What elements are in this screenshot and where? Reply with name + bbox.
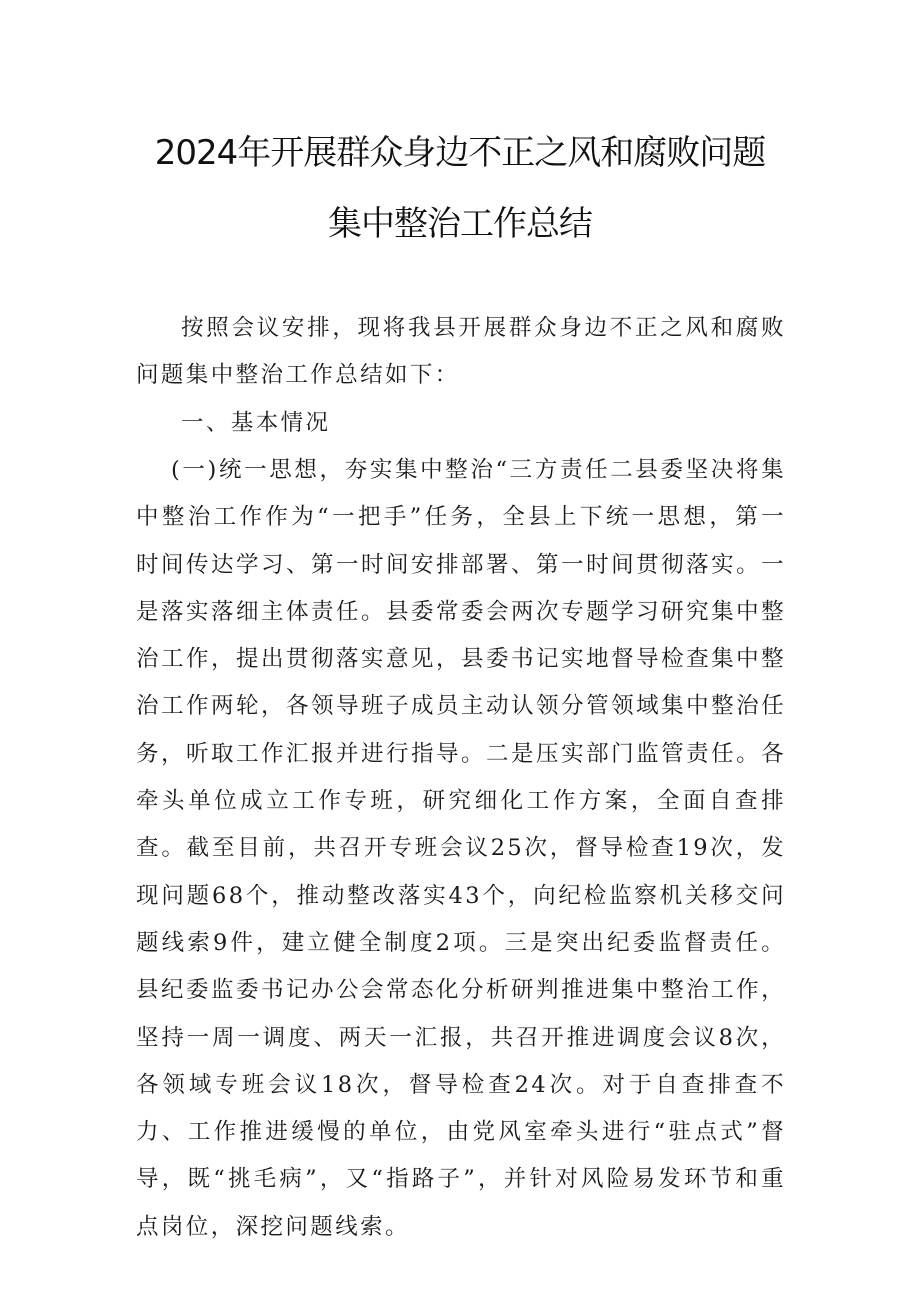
document-title-line-2: 集中整治工作总结 xyxy=(328,204,592,244)
intro-paragraph: 按照会议安排，现将我县开展群众身边不正之风和腐败问题集中整治工作总结如下： xyxy=(136,315,786,389)
section-heading: 一、基本情况 xyxy=(181,410,331,436)
body-paragraph: (一)统一思想，夯实集中整治“三方责任二县委坚决将集中整治工作作为“一把手”任务，全县上下统一思想，第一时间传达学习、第一时间安排部署、第一时间贯彻落实。一是落实落细主体责任。县委常委会两次专题学习研究集中整治工作，提出贯彻落实意见，县委书记实地督导检查集中整治工作两轮，各领导班子成员主动认领分管领域集中整治任务，听取工作汇报并进行指导。二是压实部门监管责任。各牵头单位成立工作专班，研究细化工作方案，全面自查排查。截至目前，共召开专班会议25次，督导检查19次，发现问题68个，推动整改落实43个，向纪检监察机关移交问题线索9件，建立健全制度2项。三是突出纪委监督责任。县纪委监委书记办公会常态化分析研判推进集中整治工作，坚持一周一调度、两天一汇报，共召开推进调度会议8次，各领域专班会议18次，督导检查24次。对于自查排查不力、工作推进缓慢的单位，由党风室牵头进行“驻点式”督导，既“挑毛病”，又“指路子”，并针对风险易发环节和重点岗位，深挖问题线索。 xyxy=(136,457,787,1240)
document-title-line-1: 2024年开展群众身边不正之风和腐败问题 xyxy=(154,133,766,173)
